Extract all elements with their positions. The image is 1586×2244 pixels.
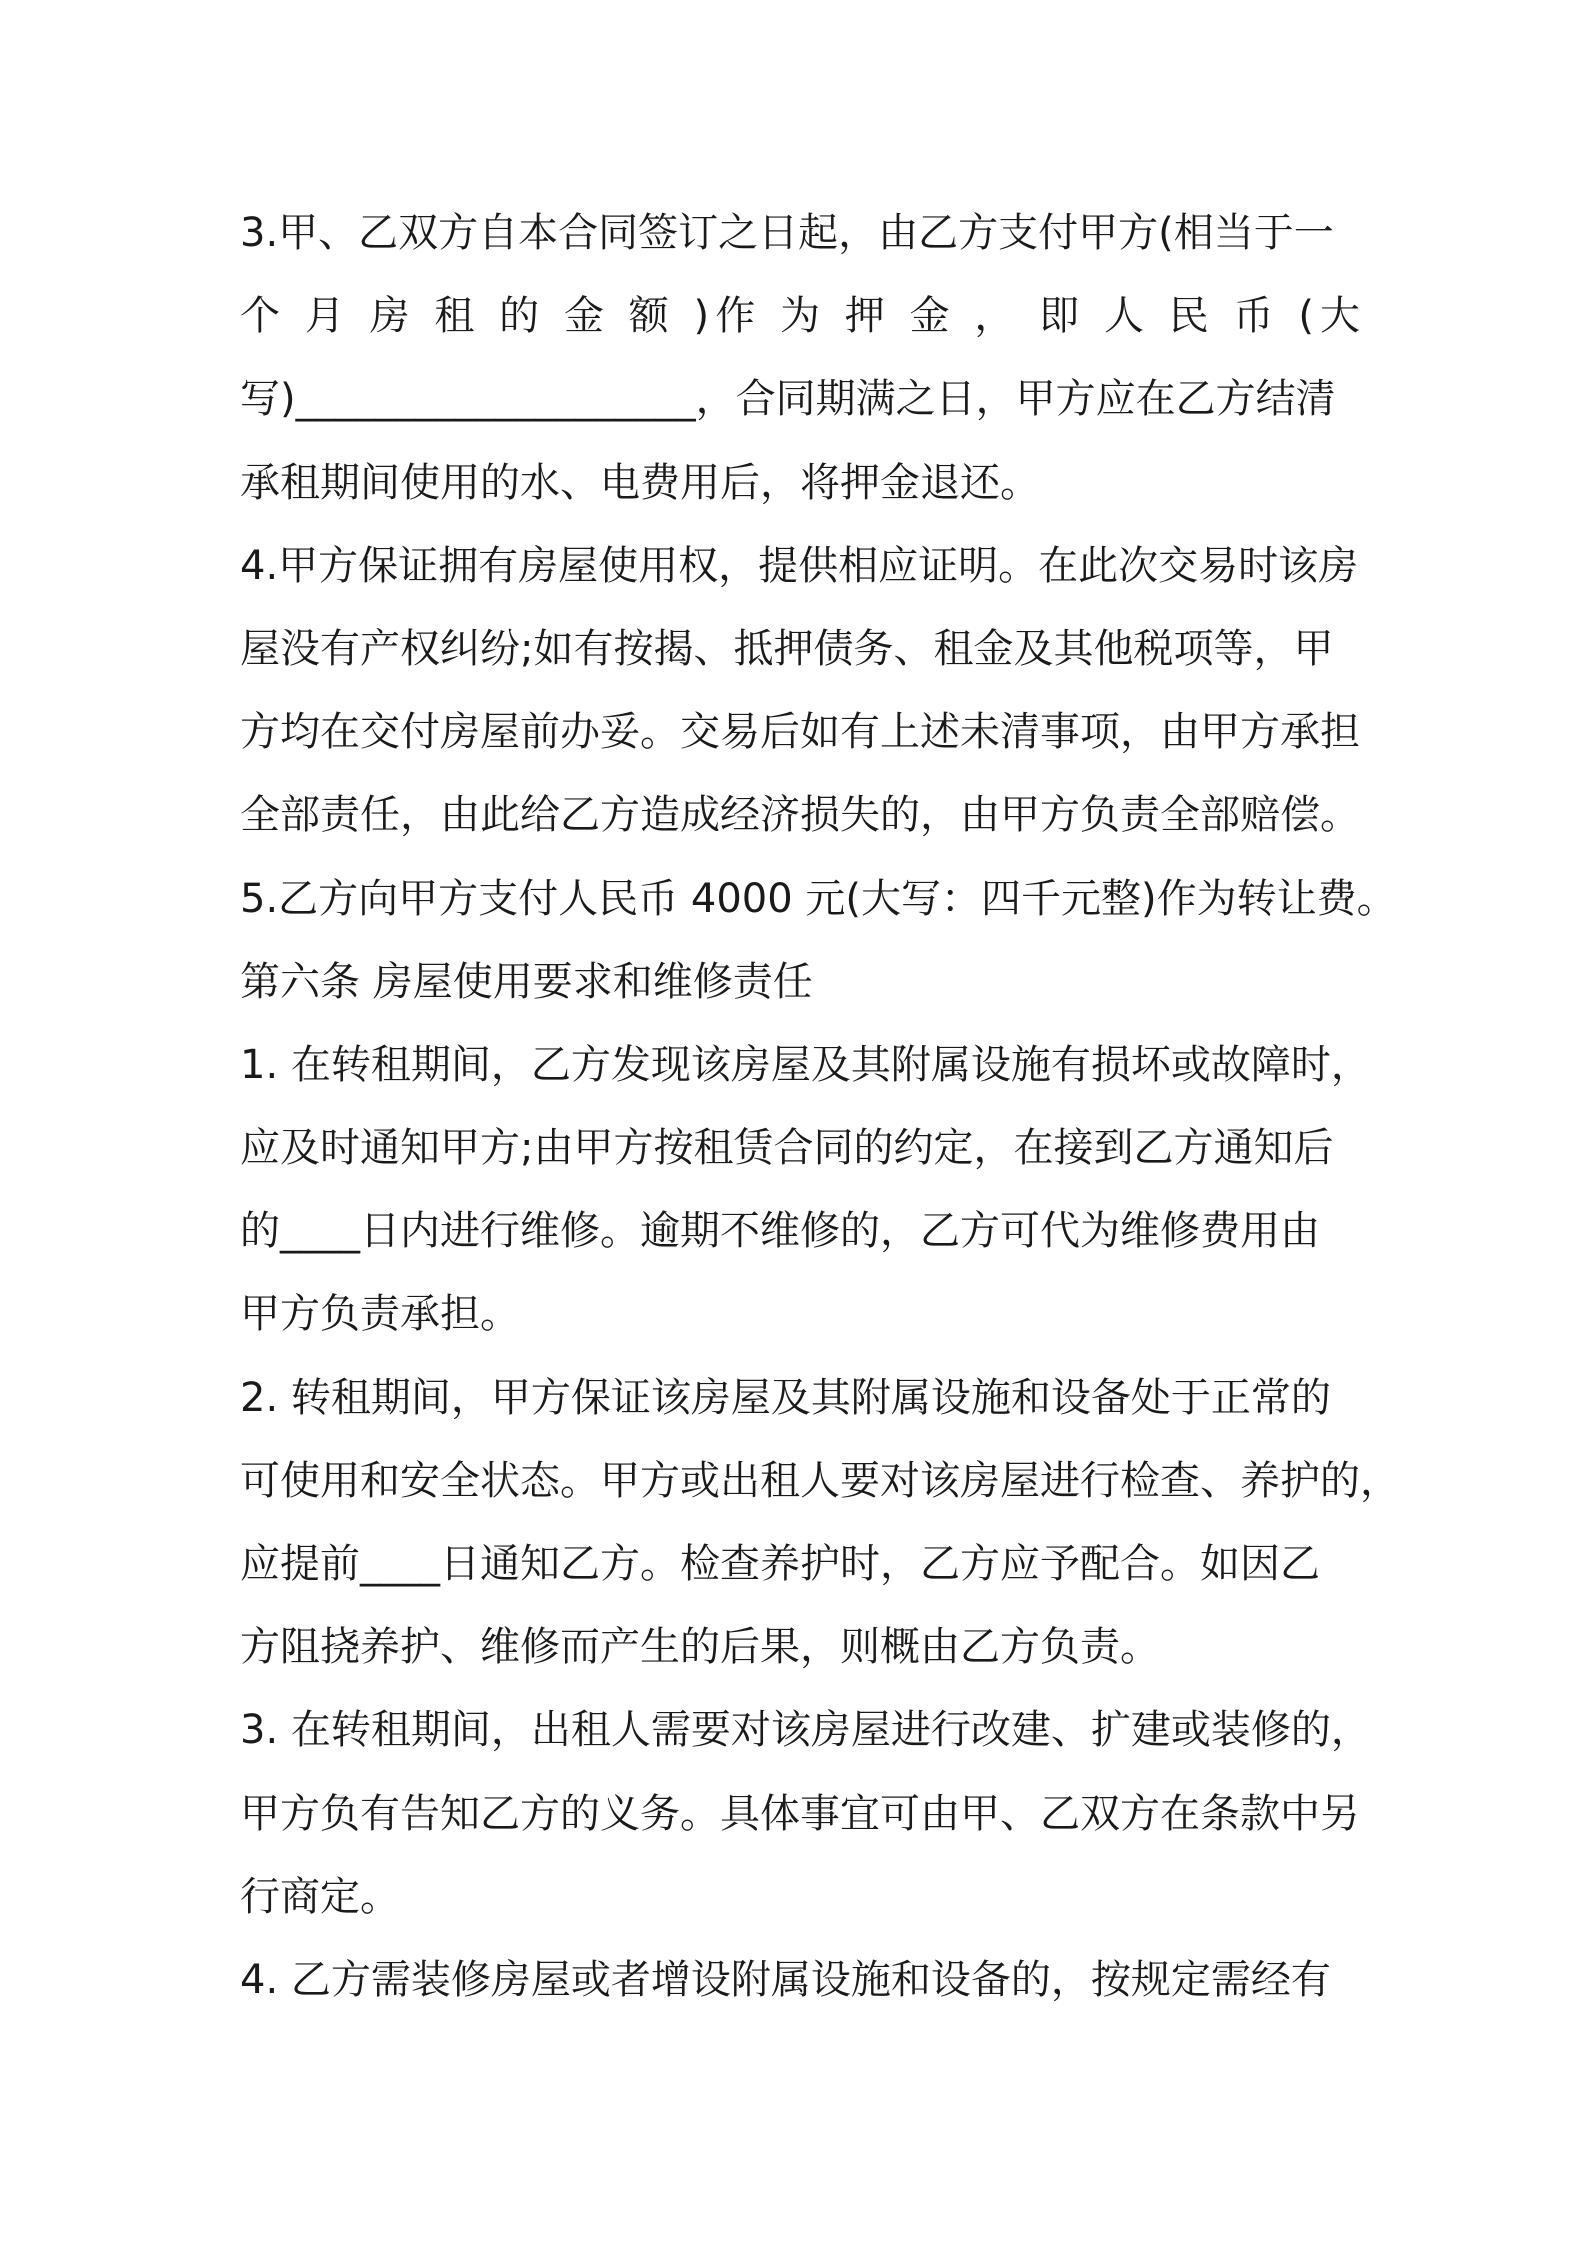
text-line: 方均在交付房屋前办妥。交易后如有上述未清事项，由甲方承担 xyxy=(240,709,1360,756)
section-heading: 第六条 房屋使用要求和维修责任 xyxy=(240,958,813,1005)
text-line: 承租期间使用的水、电费用后，将押金退还。 xyxy=(240,459,1040,506)
text-line: 3. 在转租期间，出租人需要对该房屋进行改建、扩建或装修的， xyxy=(240,1707,1371,1754)
text-line: 行商定。 xyxy=(240,1873,400,1920)
text-line: 甲方负责承担。 xyxy=(240,1291,520,1338)
text-line: 个 月 房 租 的 金 额 )作 为 押 金 ， 即 人 民 币 (大 xyxy=(240,293,1360,340)
text-line: 应及时通知甲方;由甲方按租赁合同的约定，在接到乙方通知后 xyxy=(240,1125,1334,1172)
text-line: 的____日内进行维修。逾期不维修的，乙方可代为维修费用由 xyxy=(240,1208,1320,1255)
text-line: 2. 转租期间，甲方保证该房屋及其附属设施和设备处于正常的 xyxy=(240,1374,1331,1421)
text-line: 1. 在转租期间，乙方发现该房屋及其附属设施有损坏或故障时， xyxy=(240,1041,1371,1088)
text-line: 4.甲方保证拥有房屋使用权，提供相应证明。在此次交易时该房 xyxy=(240,542,1359,589)
text-line: 方阻挠养护、维修而产生的后果，则概由乙方负责。 xyxy=(240,1624,1160,1671)
text-line: 4. 乙方需装修房屋或者增设附属设施和设备的，按规定需经有 xyxy=(240,1956,1331,2003)
text-line: 甲方负有告知乙方的义务。具体事宜可由甲、乙双方在条款中另 xyxy=(240,1790,1360,1837)
text-line: 全部责任，由此给乙方造成经济损失的，由甲方负责全部赔偿。 xyxy=(240,792,1360,839)
text-line: 5.乙方向甲方支付人民币 4000 元(大写：四千元整)作为转让费。 xyxy=(240,875,1397,922)
text-line: 可使用和安全状态。甲方或出租人要对该房屋进行检查、养护的， xyxy=(240,1457,1400,1504)
text-line: 应提前____日通知乙方。检查养护时，乙方应予配合。如因乙 xyxy=(240,1541,1320,1587)
document-body xyxy=(240,192,1400,2022)
text-line: 3.甲、乙双方自本合同签订之日起，由乙方支付甲方(相当于一 xyxy=(240,210,1334,256)
text-line: 屋没有产权纠纷;如有按揭、抵押债务、租金及其他税项等，甲 xyxy=(240,625,1334,672)
text-line: 写)____________________，合同期满之日，甲方应在乙方结清 xyxy=(240,376,1336,423)
